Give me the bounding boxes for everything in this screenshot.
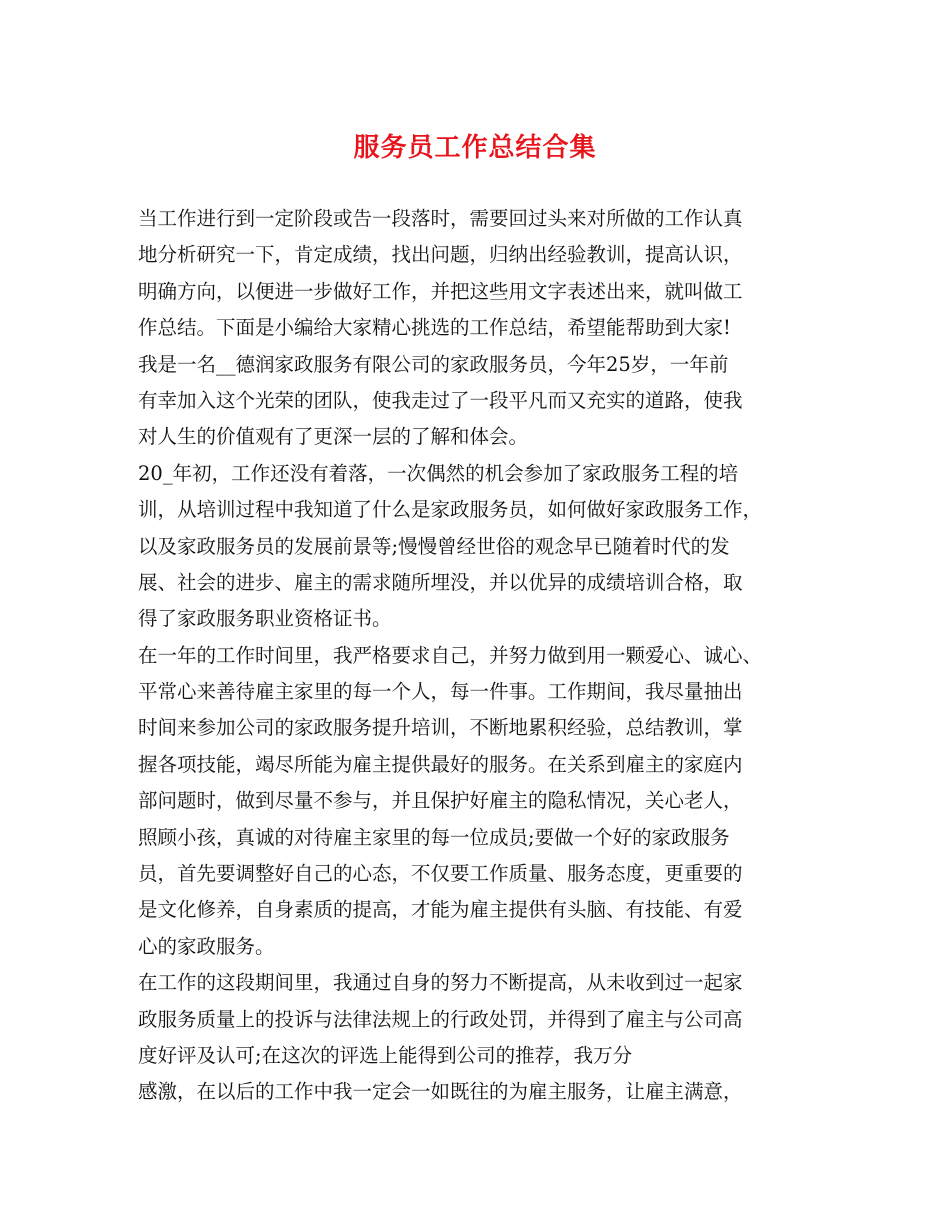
- text-line: 我是一名__德润家政服务有限公司的家政服务员，今年25岁，一年前: [138, 352, 729, 376]
- text-line: 照顾小孩，真诚的对待雇主家里的每一位成员;要做一个好的家政服务: [138, 825, 730, 849]
- text-line: 感激，在以后的工作中我一定会一如既往的为雇主服务，让雇主满意，: [138, 1080, 743, 1104]
- text-line: 训，从培训过程中我知道了什么是家政服务员，如何做好家政服务工作，: [138, 498, 763, 522]
- text-line: 度好评及认可;在这次的评选上能得到公司的推荐，我万分: [138, 1043, 633, 1067]
- text-line: 在工作的这段期间里，我通过自身的努力不断提高，从未收到过一起家: [138, 971, 743, 995]
- text-line: 对人生的价值观有了更深一层的了解和体会。: [138, 425, 529, 449]
- text-line: 有幸加入这个光荣的团队，使我走过了一段平凡而又充实的道路，使我: [138, 388, 743, 412]
- text-line: 地分析研究一下，肯定成绩，找出问题，归纳出经验教训，提高认识，: [138, 243, 743, 267]
- text-line: 握各项技能，竭尽所能为雇主提供最好的服务。在关系到雇主的家庭内: [138, 752, 743, 776]
- text-line: 员，首先要调整好自己的心态，不仅要工作质量、服务态度，更重要的: [138, 862, 743, 886]
- text-line: 作总结。下面是小编给大家精心挑选的工作总结，希望能帮助到大家!: [138, 316, 731, 340]
- document-body: [138, 201, 828, 1111]
- text-line: 得了家政服务职业资格证书。: [138, 607, 392, 631]
- text-line: 平常心来善待雇主家里的每一个人，每一件事。工作期间，我尽量抽出: [138, 680, 743, 704]
- text-line: 在一年的工作时间里，我严格要求自己，并努力做到用一颗爱心、诚心、: [138, 643, 763, 667]
- document-title: 服务员工作总结合集: [353, 133, 597, 163]
- text-line: 明确方向，以便进一步做好工作，并把这些用文字表述出来，就叫做工: [138, 279, 743, 303]
- text-line: 当工作进行到一定阶段或告一段落时，需要回过头来对所做的工作认真: [138, 207, 743, 230]
- text-line: 部问题时，做到尽量不参与，并且保护好雇主的隐私情况，关心老人，: [138, 789, 743, 813]
- text-line: 是文化修养，自身素质的提高，才能为雇主提供有头脑、有技能、有爱: [138, 898, 743, 922]
- text-line: 以及家政服务员的发展前景等;慢慢曾经世俗的观念早已随着时代的发: [138, 534, 730, 558]
- text-line: 时间来参加公司的家政服务提升培训，不断地累积经验，总结教训，掌: [138, 716, 743, 740]
- text-line: 20_年初，工作还没有着落，一次偶然的机会参加了家政服务工程的培: [138, 461, 739, 485]
- text-line: 政服务质量上的投诉与法律法规上的行政处罚，并得到了雇主与公司高: [138, 1007, 743, 1031]
- text-line: 展、社会的进步、雇主的需求随所埋没，并以优异的成绩培训合格，取: [138, 570, 743, 594]
- text-line: 心的家政服务。: [138, 934, 275, 958]
